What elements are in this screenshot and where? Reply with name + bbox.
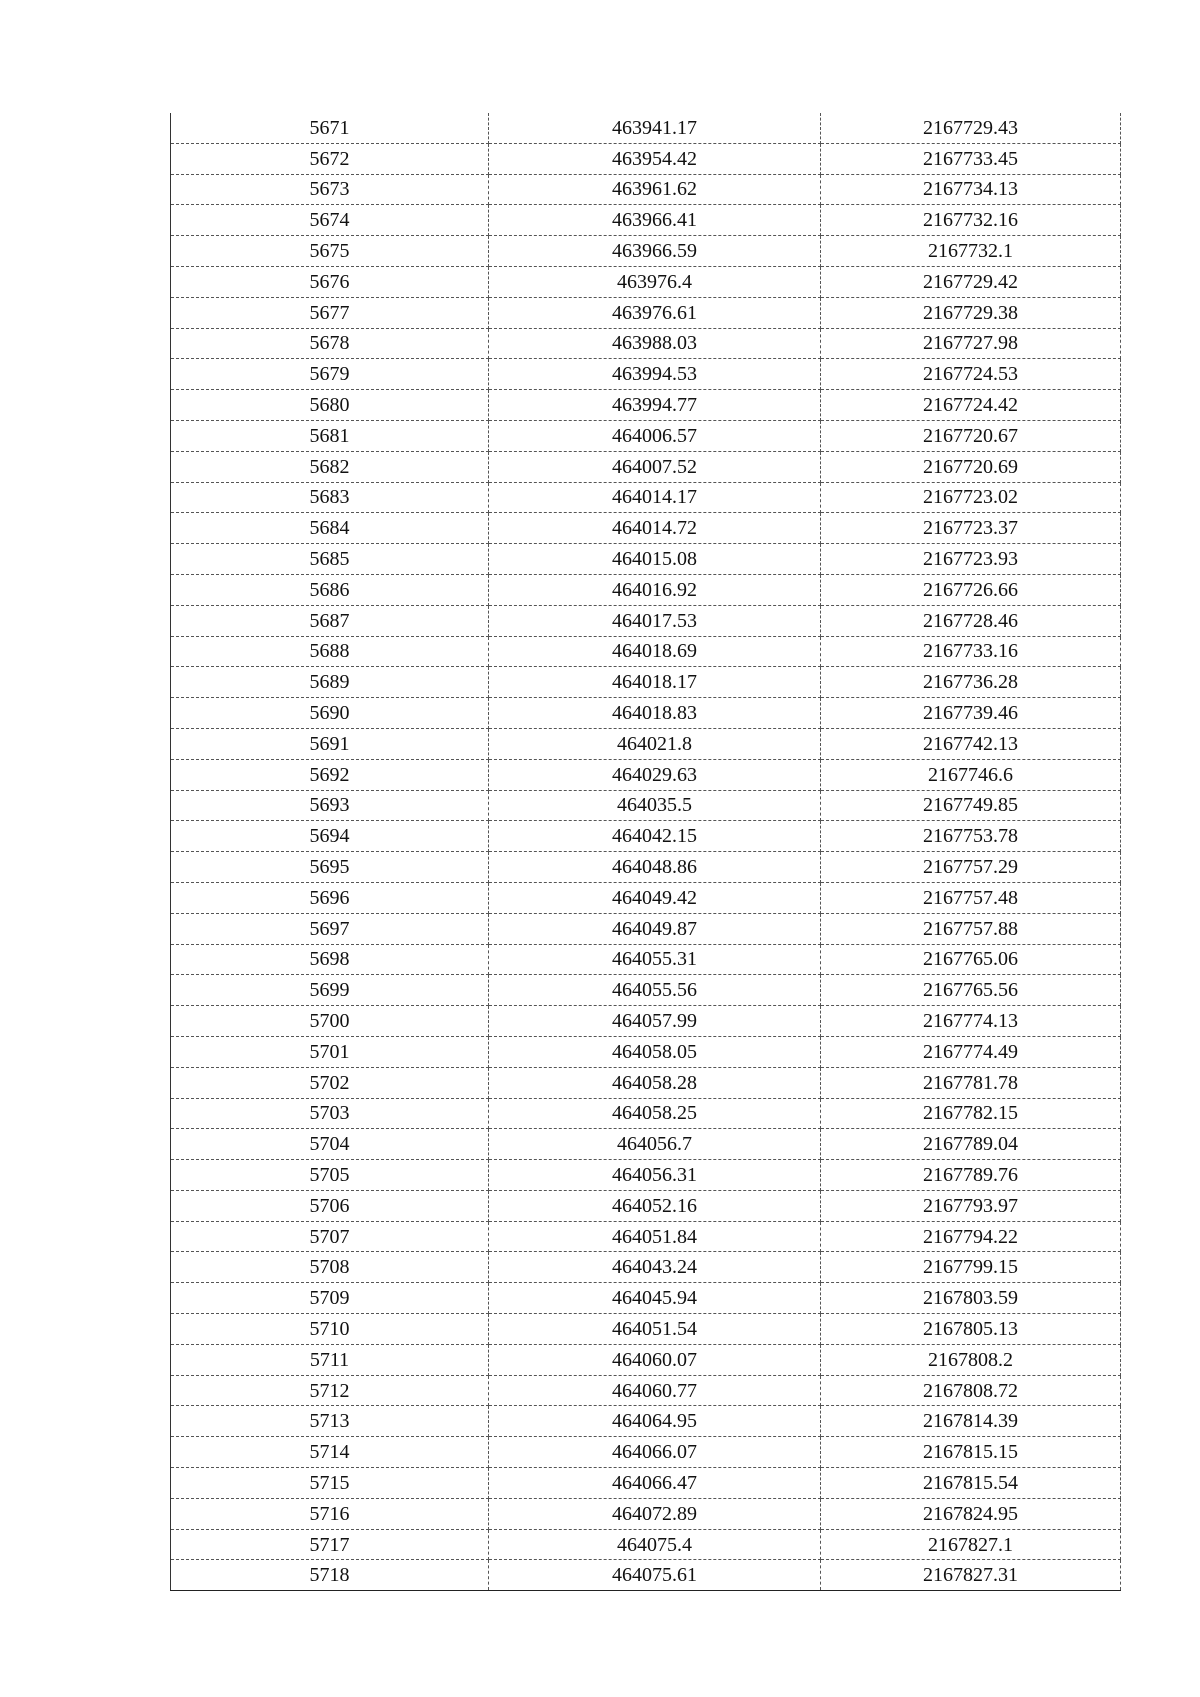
x-coordinate-cell: 464029.63 [489,759,821,790]
x-coordinate-cell: 463994.53 [489,359,821,390]
point-id-cell: 5693 [171,790,489,821]
y-coordinate-cell: 2167723.37 [821,513,1121,544]
x-coordinate-cell: 464043.24 [489,1252,821,1283]
y-coordinate-cell: 2167720.69 [821,451,1121,482]
point-id-cell: 5676 [171,266,489,297]
table-row [171,1375,1121,1406]
point-id-cell: 5672 [171,143,489,174]
y-coordinate-cell: 2167824.95 [821,1498,1121,1529]
point-id-cell: 5698 [171,944,489,975]
table-row [171,1283,1121,1314]
y-coordinate-cell: 2167774.49 [821,1036,1121,1067]
point-id-cell: 5715 [171,1468,489,1499]
coordinate-table [170,113,1121,1591]
table-row [171,1498,1121,1529]
x-coordinate-cell: 464017.53 [489,605,821,636]
x-coordinate-cell: 463966.41 [489,205,821,236]
point-id-cell: 5714 [171,1437,489,1468]
table-row [171,1529,1121,1560]
point-id-cell: 5687 [171,605,489,636]
table-row [171,143,1121,174]
table-row [171,667,1121,698]
point-id-cell: 5707 [171,1221,489,1252]
table-row [171,1468,1121,1499]
table-row [171,113,1121,143]
x-coordinate-cell: 463976.4 [489,266,821,297]
x-coordinate-cell: 464075.61 [489,1560,821,1591]
table-row [171,266,1121,297]
table-row [171,1406,1121,1437]
y-coordinate-cell: 2167815.15 [821,1437,1121,1468]
point-id-cell: 5680 [171,390,489,421]
point-id-cell: 5702 [171,1067,489,1098]
table-row [171,451,1121,482]
table-row [171,574,1121,605]
table-row [171,1190,1121,1221]
table-row [171,544,1121,575]
y-coordinate-cell: 2167724.42 [821,390,1121,421]
point-id-cell: 5675 [171,236,489,267]
y-coordinate-cell: 2167757.88 [821,913,1121,944]
table-row [171,174,1121,205]
y-coordinate-cell: 2167732.1 [821,236,1121,267]
table-row [171,1314,1121,1345]
y-coordinate-cell: 2167781.78 [821,1067,1121,1098]
table-row [171,975,1121,1006]
table-row [171,328,1121,359]
point-id-cell: 5674 [171,205,489,236]
y-coordinate-cell: 2167729.38 [821,297,1121,328]
table-row [171,1067,1121,1098]
y-coordinate-cell: 2167728.46 [821,605,1121,636]
y-coordinate-cell: 2167749.85 [821,790,1121,821]
x-coordinate-cell: 464018.17 [489,667,821,698]
point-id-cell: 5685 [171,544,489,575]
x-coordinate-cell: 464049.42 [489,882,821,913]
point-id-cell: 5673 [171,174,489,205]
y-coordinate-cell: 2167814.39 [821,1406,1121,1437]
point-id-cell: 5711 [171,1344,489,1375]
y-coordinate-cell: 2167774.13 [821,1006,1121,1037]
x-coordinate-cell: 464042.15 [489,821,821,852]
y-coordinate-cell: 2167757.29 [821,852,1121,883]
table-row [171,944,1121,975]
point-id-cell: 5704 [171,1129,489,1160]
point-id-cell: 5686 [171,574,489,605]
table-row [171,1344,1121,1375]
point-id-cell: 5678 [171,328,489,359]
point-id-cell: 5690 [171,698,489,729]
table-row [171,728,1121,759]
y-coordinate-cell: 2167736.28 [821,667,1121,698]
y-coordinate-cell: 2167815.54 [821,1468,1121,1499]
table-row [171,513,1121,544]
point-id-cell: 5697 [171,913,489,944]
x-coordinate-cell: 464056.31 [489,1160,821,1191]
table-row [171,821,1121,852]
table-row [171,1252,1121,1283]
table-row [171,882,1121,913]
y-coordinate-cell: 2167733.45 [821,143,1121,174]
table-row [171,1437,1121,1468]
point-id-cell: 5677 [171,297,489,328]
y-coordinate-cell: 2167723.93 [821,544,1121,575]
x-coordinate-cell: 464016.92 [489,574,821,605]
y-coordinate-cell: 2167729.42 [821,266,1121,297]
point-id-cell: 5708 [171,1252,489,1283]
x-coordinate-cell: 464015.08 [489,544,821,575]
table-row [171,205,1121,236]
x-coordinate-cell: 464060.07 [489,1344,821,1375]
point-id-cell: 5692 [171,759,489,790]
x-coordinate-cell: 464051.84 [489,1221,821,1252]
y-coordinate-cell: 2167729.43 [821,113,1121,143]
y-coordinate-cell: 2167723.02 [821,482,1121,513]
point-id-cell: 5700 [171,1006,489,1037]
y-coordinate-cell: 2167782.15 [821,1098,1121,1129]
x-coordinate-cell: 464006.57 [489,420,821,451]
point-id-cell: 5699 [171,975,489,1006]
y-coordinate-cell: 2167765.56 [821,975,1121,1006]
table-row [171,420,1121,451]
y-coordinate-cell: 2167803.59 [821,1283,1121,1314]
table-row [171,359,1121,390]
y-coordinate-cell: 2167732.16 [821,205,1121,236]
y-coordinate-cell: 2167794.22 [821,1221,1121,1252]
point-id-cell: 5681 [171,420,489,451]
point-id-cell: 5688 [171,636,489,667]
x-coordinate-cell: 464021.8 [489,728,821,759]
table-row [171,482,1121,513]
x-coordinate-cell: 463954.42 [489,143,821,174]
y-coordinate-cell: 2167805.13 [821,1314,1121,1345]
table-row [171,297,1121,328]
x-coordinate-cell: 464058.25 [489,1098,821,1129]
point-id-cell: 5718 [171,1560,489,1591]
y-coordinate-cell: 2167827.31 [821,1560,1121,1591]
y-coordinate-cell: 2167808.72 [821,1375,1121,1406]
table-row [171,1160,1121,1191]
y-coordinate-cell: 2167808.2 [821,1344,1121,1375]
table-row [171,759,1121,790]
table-row [171,390,1121,421]
table-row [171,1006,1121,1037]
x-coordinate-cell: 464066.47 [489,1468,821,1499]
y-coordinate-cell: 2167746.6 [821,759,1121,790]
y-coordinate-cell: 2167765.06 [821,944,1121,975]
x-coordinate-cell: 463976.61 [489,297,821,328]
y-coordinate-cell: 2167793.97 [821,1190,1121,1221]
y-coordinate-cell: 2167742.13 [821,728,1121,759]
x-coordinate-cell: 464066.07 [489,1437,821,1468]
y-coordinate-cell: 2167799.15 [821,1252,1121,1283]
x-coordinate-cell: 464014.17 [489,482,821,513]
table-row [171,1129,1121,1160]
point-id-cell: 5696 [171,882,489,913]
y-coordinate-cell: 2167789.76 [821,1160,1121,1191]
y-coordinate-cell: 2167727.98 [821,328,1121,359]
x-coordinate-cell: 463994.77 [489,390,821,421]
x-coordinate-cell: 464007.52 [489,451,821,482]
x-coordinate-cell: 464058.28 [489,1067,821,1098]
x-coordinate-cell: 464060.77 [489,1375,821,1406]
point-id-cell: 5683 [171,482,489,513]
x-coordinate-cell: 464018.83 [489,698,821,729]
y-coordinate-cell: 2167724.53 [821,359,1121,390]
point-id-cell: 5694 [171,821,489,852]
point-id-cell: 5695 [171,852,489,883]
table-body [171,113,1121,1591]
y-coordinate-cell: 2167789.04 [821,1129,1121,1160]
point-id-cell: 5703 [171,1098,489,1129]
point-id-cell: 5716 [171,1498,489,1529]
y-coordinate-cell: 2167720.67 [821,420,1121,451]
x-coordinate-cell: 463988.03 [489,328,821,359]
x-coordinate-cell: 464058.05 [489,1036,821,1067]
table-row [171,236,1121,267]
x-coordinate-cell: 464055.31 [489,944,821,975]
x-coordinate-cell: 464051.54 [489,1314,821,1345]
point-id-cell: 5689 [171,667,489,698]
point-id-cell: 5691 [171,728,489,759]
x-coordinate-cell: 464056.7 [489,1129,821,1160]
x-coordinate-cell: 464052.16 [489,1190,821,1221]
table-row [171,1098,1121,1129]
x-coordinate-cell: 464049.87 [489,913,821,944]
y-coordinate-cell: 2167734.13 [821,174,1121,205]
point-id-cell: 5705 [171,1160,489,1191]
table-row [171,852,1121,883]
table-row [171,913,1121,944]
x-coordinate-cell: 464045.94 [489,1283,821,1314]
x-coordinate-cell: 464014.72 [489,513,821,544]
table-row [171,1036,1121,1067]
point-id-cell: 5709 [171,1283,489,1314]
point-id-cell: 5682 [171,451,489,482]
table-row [171,636,1121,667]
point-id-cell: 5713 [171,1406,489,1437]
x-coordinate-cell: 463941.17 [489,113,821,143]
x-coordinate-cell: 463961.62 [489,174,821,205]
point-id-cell: 5671 [171,113,489,143]
x-coordinate-cell: 464035.5 [489,790,821,821]
x-coordinate-cell: 464055.56 [489,975,821,1006]
point-id-cell: 5679 [171,359,489,390]
point-id-cell: 5701 [171,1036,489,1067]
y-coordinate-cell: 2167739.46 [821,698,1121,729]
x-coordinate-cell: 464018.69 [489,636,821,667]
table-row [171,1221,1121,1252]
y-coordinate-cell: 2167827.1 [821,1529,1121,1560]
point-id-cell: 5684 [171,513,489,544]
y-coordinate-cell: 2167733.16 [821,636,1121,667]
point-id-cell: 5710 [171,1314,489,1345]
table-row [171,605,1121,636]
point-id-cell: 5712 [171,1375,489,1406]
point-id-cell: 5717 [171,1529,489,1560]
x-coordinate-cell: 464057.99 [489,1006,821,1037]
table-row [171,1560,1121,1591]
x-coordinate-cell: 463966.59 [489,236,821,267]
x-coordinate-cell: 464064.95 [489,1406,821,1437]
y-coordinate-cell: 2167757.48 [821,882,1121,913]
x-coordinate-cell: 464075.4 [489,1529,821,1560]
y-coordinate-cell: 2167726.66 [821,574,1121,605]
table-row [171,790,1121,821]
x-coordinate-cell: 464072.89 [489,1498,821,1529]
point-id-cell: 5706 [171,1190,489,1221]
y-coordinate-cell: 2167753.78 [821,821,1121,852]
table-row [171,698,1121,729]
x-coordinate-cell: 464048.86 [489,852,821,883]
